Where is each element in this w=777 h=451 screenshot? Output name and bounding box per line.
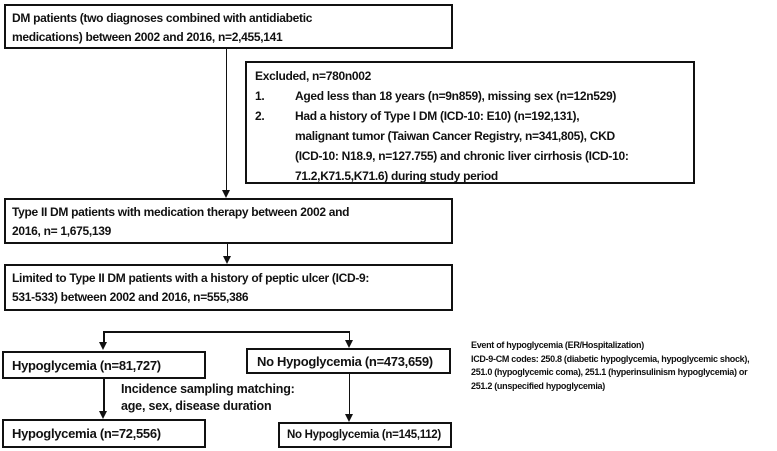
connector-nohypo-to-matched-line bbox=[349, 374, 351, 415]
flow-box-peptic-ulcer bbox=[4, 264, 453, 311]
excluded-item-1-line1: Aged less than 18 years (n=9n859), missing sex (n=12n529) bbox=[295, 89, 617, 103]
connector-hypo-to-matched-line bbox=[103, 379, 105, 412]
excluded-item-2 bbox=[255, 106, 685, 184]
flow-box-peptic-ulcer-line2: 531-533) between 2002 and 2016, n=555,386 bbox=[12, 290, 249, 304]
branch-right-arrowhead-icon bbox=[345, 340, 353, 348]
connector-nohypo-to-matched-arrowhead-icon bbox=[345, 414, 353, 422]
excluded-item-1 bbox=[255, 86, 685, 106]
excluded-item-2-marker: 2. bbox=[255, 109, 265, 123]
flow-box-hypoglycemia-initial bbox=[2, 351, 206, 379]
flow-box-hypoglycemia-initial-label: Hypoglycemia (n=81,727) bbox=[12, 357, 161, 373]
flow-box-type2-dm-line1: Type II DM patients with medication therapy between 2002 and bbox=[12, 205, 350, 219]
flow-box-dm-patients bbox=[4, 4, 453, 49]
branch-split-horizontal-line bbox=[103, 331, 350, 333]
hypoglycemia-definition-note-line4: 251.2 (unspecified hypoglycemia) bbox=[471, 380, 605, 391]
branch-left-arrowhead-icon bbox=[99, 342, 107, 350]
flow-box-no-hypoglycemia-initial-label: No Hypoglycemia (n=473,659) bbox=[257, 353, 433, 369]
connector-dm-to-type2-line bbox=[226, 49, 228, 191]
flow-box-dm-patients-line1: DM patients (two diagnoses combined with antidiabetic bbox=[12, 11, 313, 25]
flow-box-no-hypoglycemia-matched-label: No Hypoglycemia (n=145,112) bbox=[287, 429, 441, 441]
flow-box-dm-patients-line2: medications) between 2002 and 2016, n=2,455,141 bbox=[12, 30, 283, 44]
excluded-title: Excluded, n=780n002 bbox=[255, 69, 372, 83]
flow-box-excluded bbox=[245, 61, 695, 184]
flow-box-no-hypoglycemia-matched bbox=[278, 422, 452, 448]
excluded-item-2-line3: (ICD-10: N18.9, n=127.755) and chronic liver cirrhosis (ICD-10: bbox=[295, 149, 629, 163]
flow-box-no-hypoglycemia-initial bbox=[246, 348, 451, 374]
flow-box-type2-dm bbox=[4, 198, 453, 244]
hypoglycemia-definition-note bbox=[471, 339, 749, 393]
excluded-item-2-line2: malignant tumor (Taiwan Cancer Registry, n=341,805), CKD bbox=[295, 129, 615, 143]
flow-box-hypoglycemia-matched bbox=[2, 419, 206, 448]
hypoglycemia-definition-note-line1: Event of hypoglycemia (ER/Hospitalization) bbox=[471, 340, 644, 350]
flow-box-peptic-ulcer-line1: Limited to Type II DM patients with a history of peptic ulcer (ICD-9: bbox=[12, 271, 370, 285]
hypoglycemia-definition-note-line3: 251.0 (hypoglycemic coma), 251.1 (hyperinsulinism hypoglycemia) or bbox=[471, 367, 748, 377]
matching-note-line1: Incidence sampling matching: bbox=[121, 382, 295, 396]
excluded-item-2-line4: 71.2,K71.5,K71.6) during study period bbox=[295, 169, 498, 183]
connector-type2-to-peptic-arrowhead-icon bbox=[223, 256, 231, 264]
matching-note bbox=[121, 381, 295, 415]
flow-box-type2-dm-line2: 2016, n= 1,675,139 bbox=[12, 224, 112, 238]
excluded-item-2-line1: Had a history of Type I DM (ICD-10: E10) (n=192,131), bbox=[295, 109, 580, 123]
matching-note-line2: age, sex, disease duration bbox=[121, 399, 272, 413]
flow-box-hypoglycemia-matched-label: Hypoglycemia (n=72,556) bbox=[12, 426, 161, 441]
connector-dm-to-type2-arrowhead-icon bbox=[222, 190, 230, 198]
hypoglycemia-definition-note-line2: ICD-9-CM codes: 250.8 (diabetic hypoglycemia, hypoglycemic shock), bbox=[471, 353, 750, 364]
connector-hypo-to-matched-arrowhead-icon bbox=[99, 411, 107, 419]
excluded-item-1-marker: 1. bbox=[255, 89, 265, 103]
